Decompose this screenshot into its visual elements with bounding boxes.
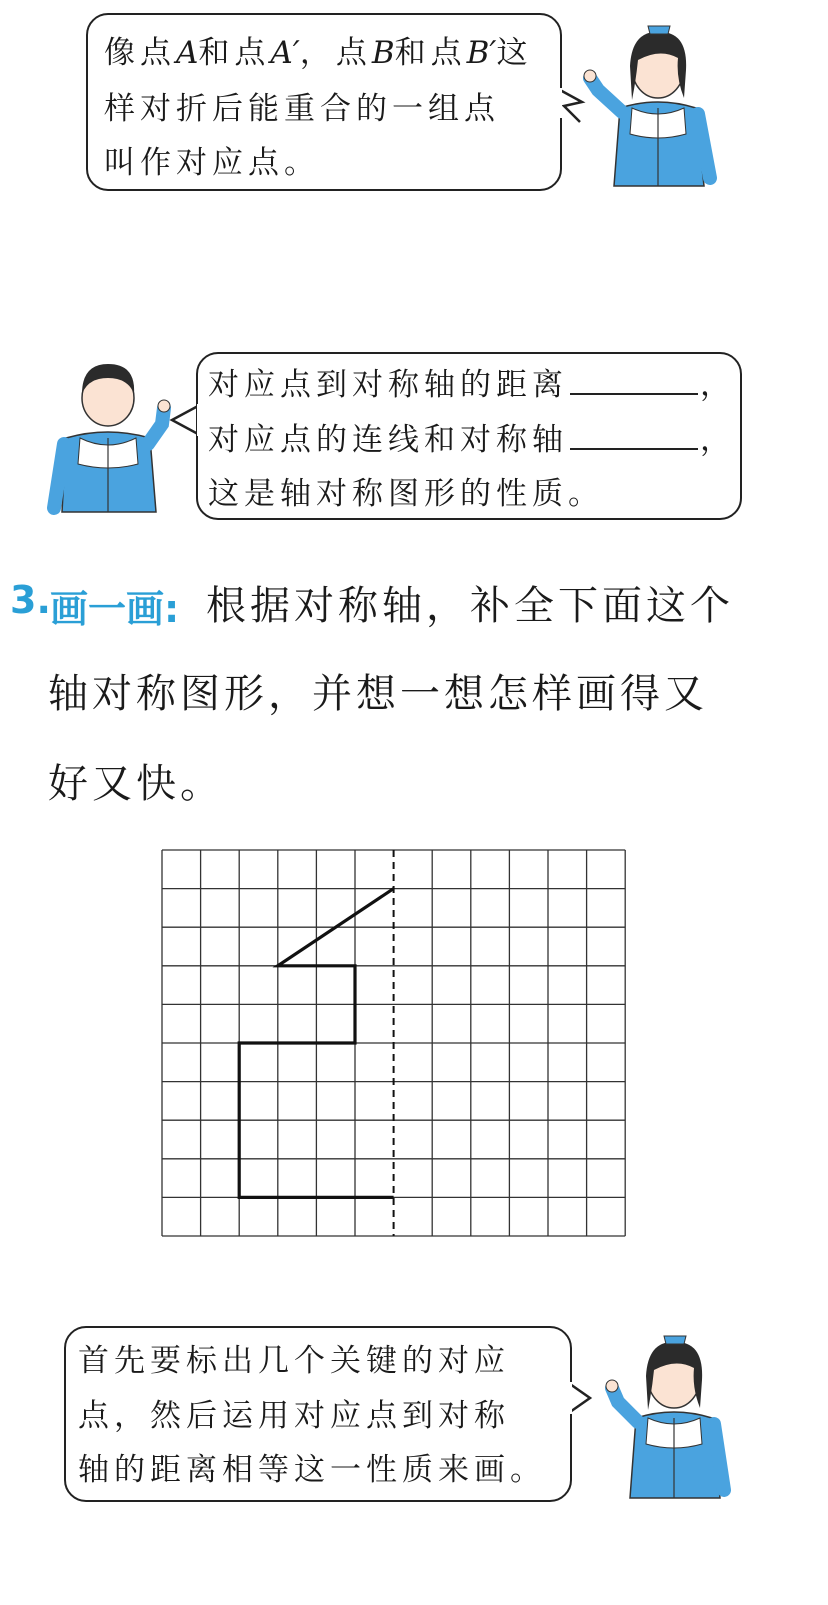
bubble-2-line-2: 对应点的连线和对称轴 ， <box>208 422 736 458</box>
bubble-3-line-3: 轴的距离相等这一性质来画。 <box>78 1452 546 1488</box>
task-line-3: 好又快。 <box>48 761 224 807</box>
bubble-3-tail <box>566 1380 596 1420</box>
bubble-2-line-3: 这是轴对称图形的性质。 <box>208 476 604 512</box>
task-number: 3. <box>10 578 51 622</box>
girl-illustration-bottom <box>596 1318 746 1508</box>
task-label: 画一画: <box>50 587 180 631</box>
bubble-1-line-2: 样对折后能重合的一组点 <box>104 91 500 127</box>
bubble-2-line-1: 对应点到对称轴的距离 ， <box>208 367 736 403</box>
task-line-2: 轴对称图形，并想一想怎样画得又 <box>48 671 708 717</box>
bubble-1-line-3: 叫作对应点。 <box>104 145 320 181</box>
task-line-1: 根据对称轴，补全下面这个 <box>206 583 734 629</box>
bubble-3-line-2: 点，然后运用对应点到对称 <box>78 1398 510 1434</box>
bubble-3-line-1: 首先要标出几个关键的对应 <box>78 1343 510 1379</box>
bubble-1-line-1: 像点A和点A′，点B和点B′这 <box>104 35 533 71</box>
